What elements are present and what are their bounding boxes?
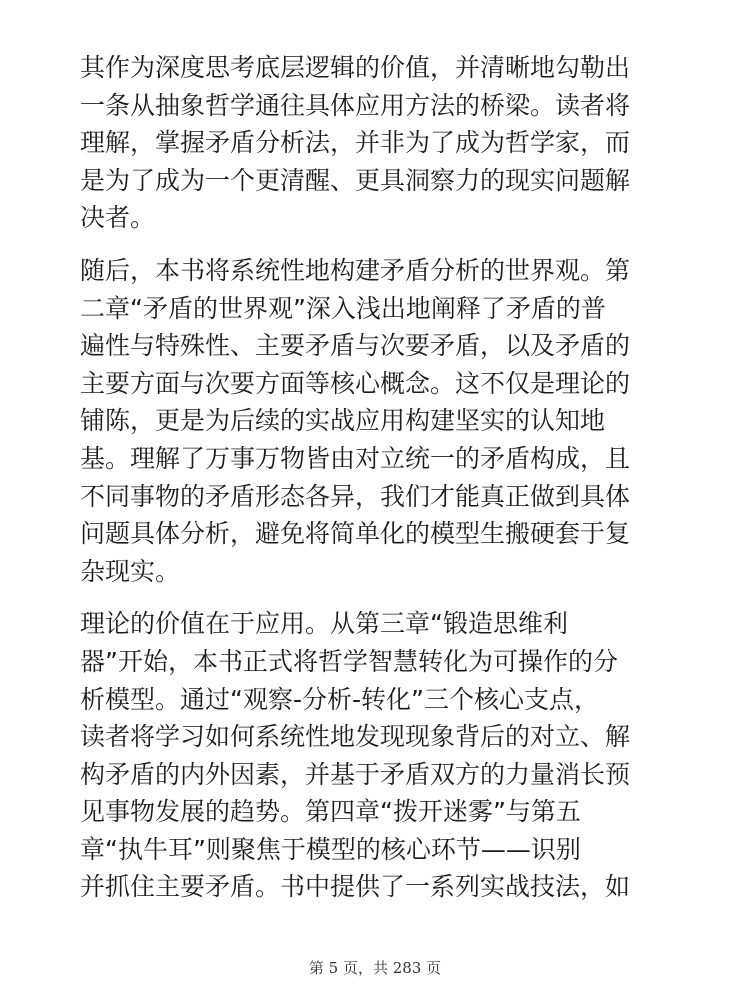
text-line: 不同事物的矛盾形态各异，我们才能真正做到具体 bbox=[80, 481, 631, 511]
text-line: 器”开始，本书正式将哲学智慧转化为可操作的分 bbox=[80, 646, 618, 676]
text-line: 决者。 bbox=[80, 203, 156, 233]
text-line: 杂现实。 bbox=[80, 556, 181, 586]
text-line: 读者将学习如何系统性地发现现象背后的对立、解 bbox=[80, 722, 631, 752]
text-line: 遍性与特殊性、主要矛盾与次要矛盾，以及矛盾的 bbox=[80, 331, 631, 361]
paragraph-3 bbox=[80, 605, 680, 906]
text-line: 铺陈，更是为后续的实战应用构建坚实的认知地 bbox=[80, 406, 606, 436]
text-line: 构矛盾的内外因素，并基于矛盾双方的力量消长预 bbox=[80, 759, 631, 789]
body-text bbox=[80, 49, 680, 921]
text-line: 是为了成为一个更清醒、更具洞察力的现实问题解 bbox=[80, 165, 631, 195]
text-line: 并抓住主要矛盾。书中提供了一系列实战技法，如 bbox=[80, 872, 631, 902]
text-line: 问题具体分析，避免将简单化的模型生搬硬套于复 bbox=[80, 519, 631, 549]
text-line: 基。理解了万事万物皆由对立统一的矛盾构成，且 bbox=[80, 443, 631, 473]
paragraph-2 bbox=[80, 252, 680, 590]
text-line: 见事物发展的趋势。第四章“拨开迷雾”与第五 bbox=[80, 797, 581, 827]
text-line: 理论的价值在于应用。从第三章“锻造思维利 bbox=[80, 609, 568, 639]
page-number-footer: 第 5 页，共 283 页 bbox=[308, 959, 442, 977]
text-line: 主要方面与次要方面等核心概念。这不仅是理论的 bbox=[80, 368, 631, 398]
text-line: 析模型。通过“观察-分析-转化”三个核心支点， bbox=[80, 684, 599, 714]
text-line: 其作为深度思考底层逻辑的价值，并清晰地勾勒出 bbox=[80, 53, 631, 82]
text-line: 随后，本书将系统性地构建矛盾分析的世界观。第 bbox=[80, 255, 631, 285]
text-line: 章“执牛耳”则聚焦于模型的核心环节——识别 bbox=[80, 834, 581, 864]
text-line: 一条从抽象哲学通往具体应用方法的桥梁。读者将 bbox=[80, 90, 631, 120]
paragraph-1 bbox=[80, 49, 680, 237]
text-line: 理解，掌握矛盾分析法，并非为了成为哲学家，而 bbox=[80, 128, 631, 158]
text-line: 二章“矛盾的世界观”深入浅出地阐释了矛盾的普 bbox=[80, 293, 606, 323]
